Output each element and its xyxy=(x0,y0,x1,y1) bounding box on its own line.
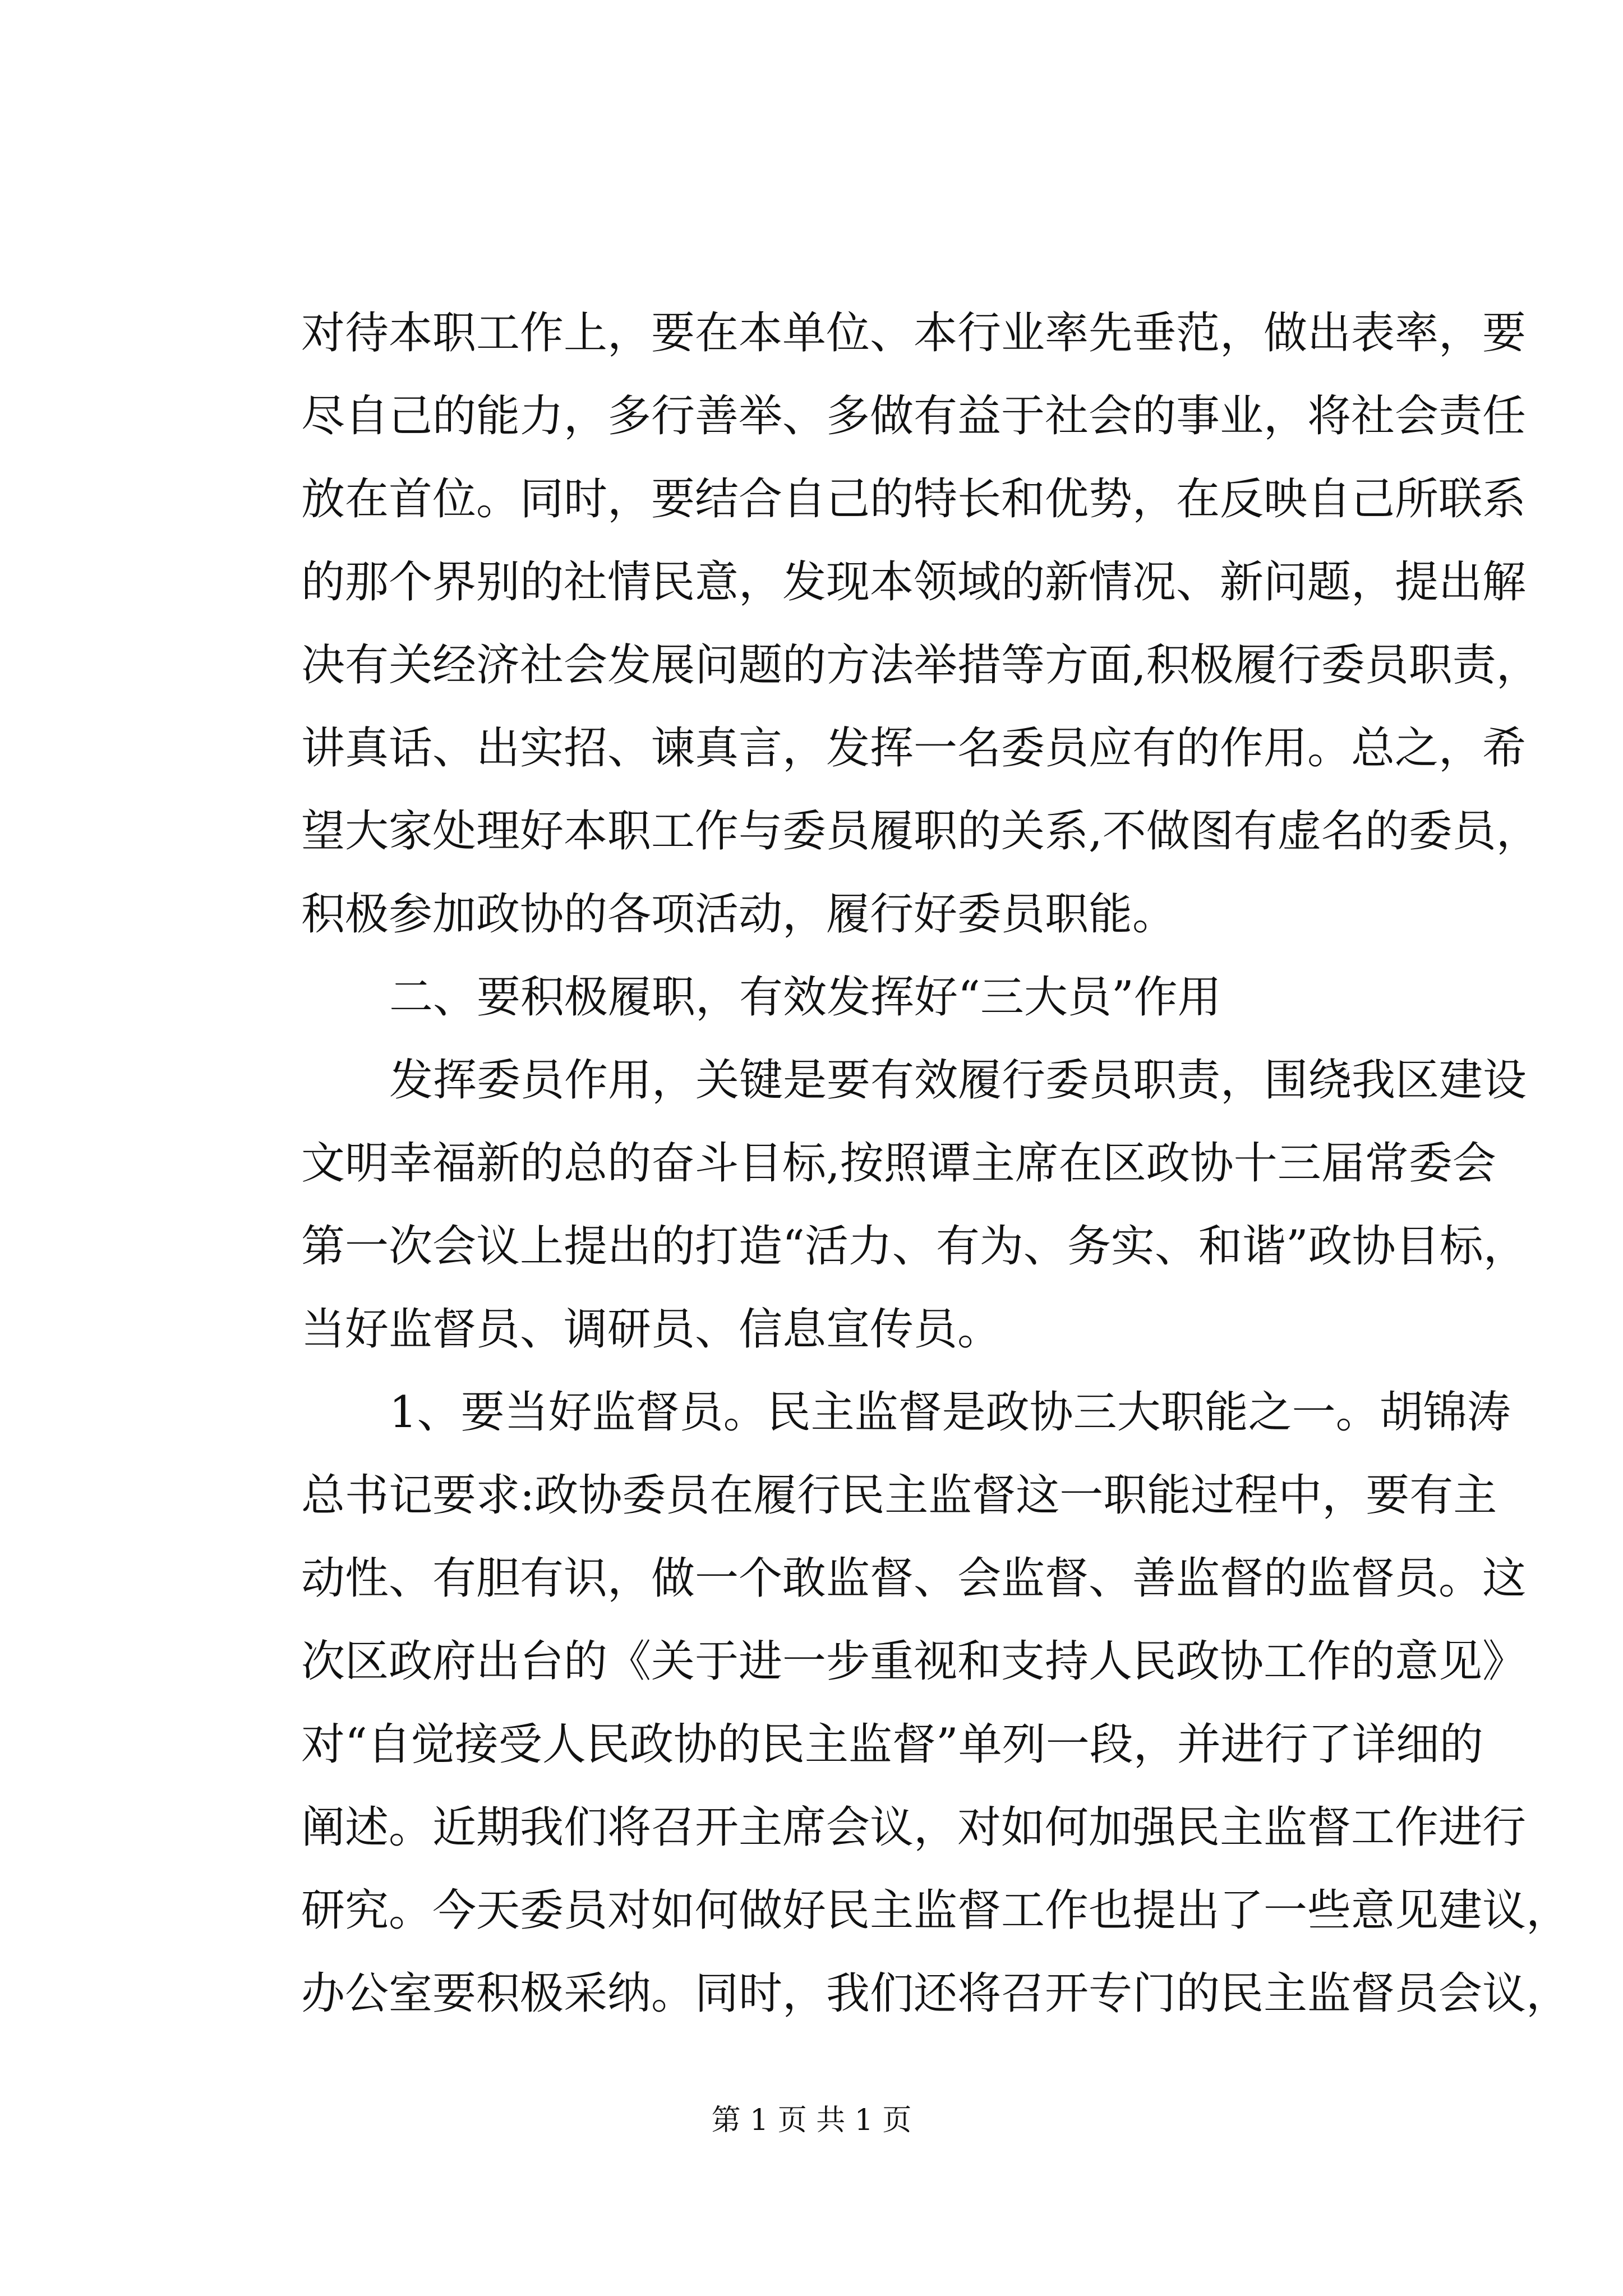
text-line: 文明幸福新的总的奋斗目标,按照谭主席在区政协十三届常委会 xyxy=(301,1138,1496,1189)
text-line: 讲真话、出实招、谏真言，发挥一名委员应有的作用。总之，希 xyxy=(301,723,1527,774)
text-line: 办公室要积极采纳。同时，我们还将召开专门的民主监督员会议， xyxy=(301,1968,1570,2019)
text-line: 二、要积极履职，有效发挥好“三大员”作用 xyxy=(389,972,1221,1023)
text-line: 望大家处理好本职工作与委员履职的关系,不做图有虚名的委员， xyxy=(301,806,1540,857)
text-line: 次区政府出台的《关于进一步重视和支持人民政协工作的意见》 xyxy=(301,1636,1527,1687)
text-line: 放在首位。同时，要结合自己的特长和优势，在反映自己所联系 xyxy=(301,474,1527,524)
text-line: 对“自觉接受人民政协的民主监督”单列一段，并进行了详细的 xyxy=(301,1719,1483,1770)
text-line: 阐述。近期我们将召开主席会议，对如何加强民主监督工作进行 xyxy=(301,1802,1527,1853)
page-footer: 第 1 页 共 1 页 xyxy=(711,2104,912,2137)
text-line: 研究。今天委员对如何做好民主监督工作也提出了一些意见建议， xyxy=(301,1885,1570,1936)
text-line: 总书记要求:政协委员在履行民主监督这一职能过程中，要有主 xyxy=(301,1470,1497,1521)
text-line: 积极参加政协的各项活动，履行好委员职能。 xyxy=(301,889,1177,940)
text-line: 动性、有胆有识，做一个敢监督、会监督、善监督的监督员。这 xyxy=(301,1553,1527,1604)
text-line: 尽自己的能力，多行善举、多做有益于社会的事业，将社会责任 xyxy=(301,391,1527,441)
text-line: 当好监督员、调研员、信息宣传员。 xyxy=(301,1304,1002,1355)
document-body xyxy=(301,292,1570,2035)
text-line: 的那个界别的社情民意，发现本领域的新情况、新问题，提出解 xyxy=(301,557,1527,608)
text-line: 第一次会议上提出的打造“活力、有为、务实、和谐”政协目标， xyxy=(301,1221,1527,1272)
text-line: 对待本职工作上，要在本单位、本行业率先垂范，做出表率，要 xyxy=(301,308,1527,358)
text-line: 决有关经济社会发展问题的方法举措等方面,积极履行委员职责， xyxy=(301,640,1540,691)
text-line: 1、要当好监督员。民主监督是政协三大职能之一。胡锦涛 xyxy=(389,1387,1511,1438)
text-line: 发挥委员作用，关键是要有效履行委员职责，围绕我区建设 xyxy=(389,1055,1527,1106)
